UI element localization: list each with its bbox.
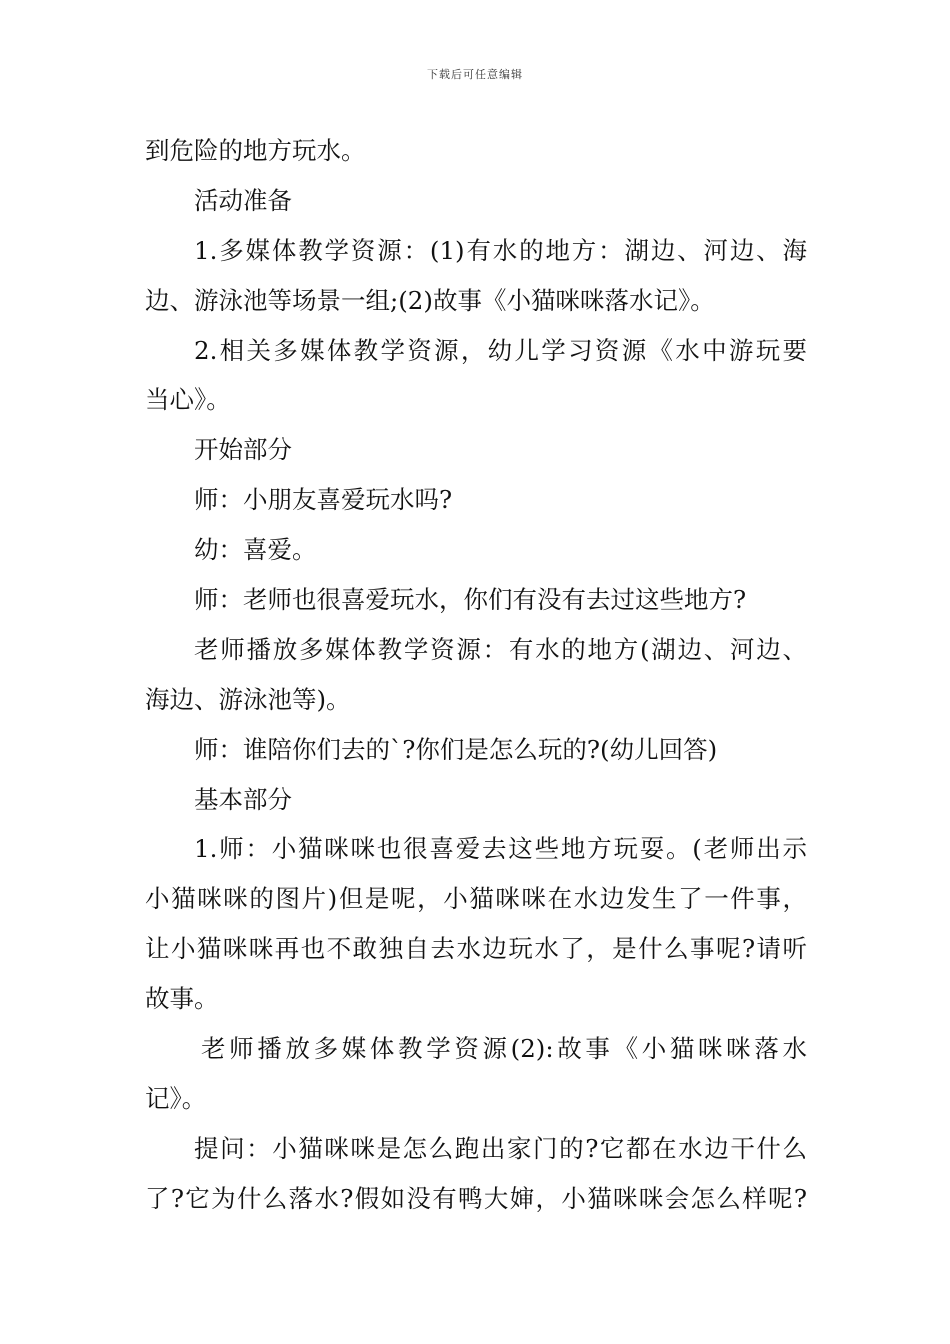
text-line: 海边、游泳池等)。 — [145, 684, 351, 714]
text-line: 师：小朋友喜爱玩水吗? — [194, 485, 453, 515]
document-body — [145, 126, 807, 1224]
text-line: 故事。 — [145, 984, 219, 1014]
page-header: 下载后可任意编辑 — [427, 68, 523, 81]
text-line: 老师播放多媒体教学资源：有水的地方(湖边、河边、 — [194, 634, 807, 664]
text-line: 师：老师也很喜爱玩水，你们有没有去过这些地方? — [194, 585, 747, 615]
text-line: 小猫咪咪的图片)但是呢，小猫咪咪在水边发生了一件事， — [145, 884, 807, 914]
text-line: 到危险的地方玩水。 — [145, 136, 366, 165]
section-heading: 基本部分 — [194, 784, 292, 814]
text-line: 了?它为什么落水?假如没有鸭大婶，小猫咪咪会怎么样呢? — [145, 1183, 807, 1213]
text-line: 边、游泳池等场景一组;(2)故事《小猫咪咪落水记》。 — [145, 285, 715, 315]
text-line: 师：谁陪你们去的`?你们是怎么玩的?(幼儿回答) — [194, 734, 718, 764]
section-heading: 活动准备 — [194, 185, 292, 215]
text-line: 让小猫咪咪再也不敢独自去水边玩水了，是什么事呢?请听 — [145, 934, 807, 964]
section-heading: 开始部分 — [194, 435, 292, 465]
text-line: 1.多媒体教学资源：(1)有水的地方：湖边、河边、海 — [194, 235, 807, 265]
text-line: 2.相关多媒体教学资源，幼儿学习资源《水中游玩要 — [194, 335, 807, 365]
text-line: 提问：小猫咪咪是怎么跑出家门的?它都在水边干什么 — [194, 1133, 807, 1163]
text-line: 幼：喜爱。 — [194, 535, 317, 565]
text-line: 老师播放多媒体教学资源(2):故事《小猫咪咪落水 — [201, 1034, 807, 1064]
text-line: 1.师：小猫咪咪也很喜爱去这些地方玩耍。(老师出示 — [194, 834, 807, 864]
text-line: 当心》。 — [145, 385, 231, 415]
text-line: 记》。 — [145, 1083, 207, 1113]
